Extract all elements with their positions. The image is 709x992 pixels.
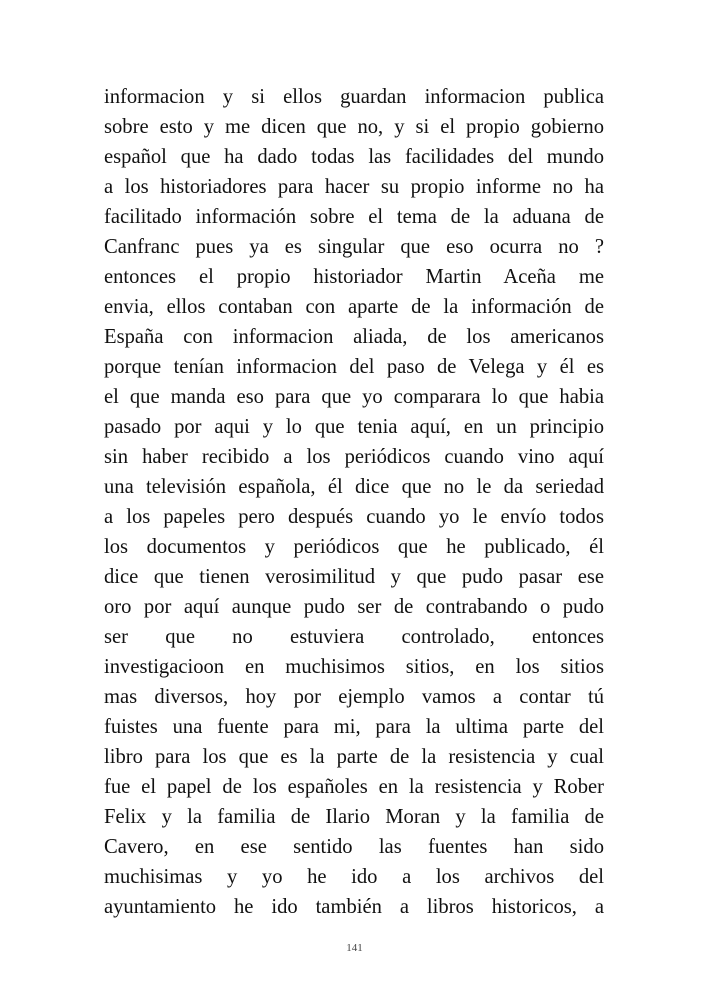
text-line: facilitado información sobre el tema de la aduana de [104, 206, 604, 228]
body-text [104, 82, 604, 922]
text-line: oro por aquí aunque pudo ser de contrabando o pudo [104, 596, 604, 618]
text-line: ser que no estuviera controlado, entonces [104, 626, 604, 648]
text-line: Cavero, en ese sentido las fuentes han sido [104, 836, 604, 858]
text-line: libro para los que es la parte de la resistencia y cual [104, 746, 604, 768]
text-line: pasado por aqui y lo que tenia aquí, en un principio [104, 416, 604, 438]
text-line: dice que tienen verosimilitud y que pudo pasar ese [104, 566, 604, 588]
text-line: Felix y la familia de Ilario Moran y la familia de [104, 806, 604, 828]
text-line: a los papeles pero después cuando yo le envío todos [104, 506, 604, 528]
page-number: 141 [346, 942, 363, 954]
text-line: muchisimas y yo he ido a los archivos del [104, 866, 604, 888]
text-line: España con informacion aliada, de los americanos [104, 326, 604, 348]
text-line: el que manda eso para que yo comparara lo que habia [104, 386, 604, 408]
text-line: español que ha dado todas las facilidades del mundo [104, 146, 604, 168]
text-line: investigacioon en muchisimos sitios, en los sitios [104, 656, 604, 678]
text-line: mas diversos, hoy por ejemplo vamos a contar tú [104, 686, 604, 708]
text-line: Canfranc pues ya es singular que eso ocurra no ? [104, 236, 604, 258]
text-line: envia, ellos contaban con aparte de la información de [104, 296, 604, 318]
text-line: sin haber recibido a los periódicos cuando vino aquí [104, 446, 604, 468]
text-line: ayuntamiento he ido también a libros historicos, a [104, 896, 604, 918]
text-line: los documentos y periódicos que he publicado, él [104, 536, 604, 558]
text-line: entonces el propio historiador Martin Aceña me [104, 266, 604, 288]
text-line: fue el papel de los españoles en la resistencia y Rober [104, 776, 604, 798]
text-line: una televisión española, él dice que no le da seriedad [104, 476, 604, 498]
text-line: porque tenían informacion del paso de Velega y él es [104, 356, 604, 378]
text-line: fuistes una fuente para mi, para la ultima parte del [104, 716, 604, 738]
text-line: sobre esto y me dicen que no, y si el propio gobierno [104, 116, 604, 138]
text-line: a los historiadores para hacer su propio informe no ha [104, 176, 604, 198]
text-line: informacion y si ellos guardan informacion publica [104, 86, 604, 108]
